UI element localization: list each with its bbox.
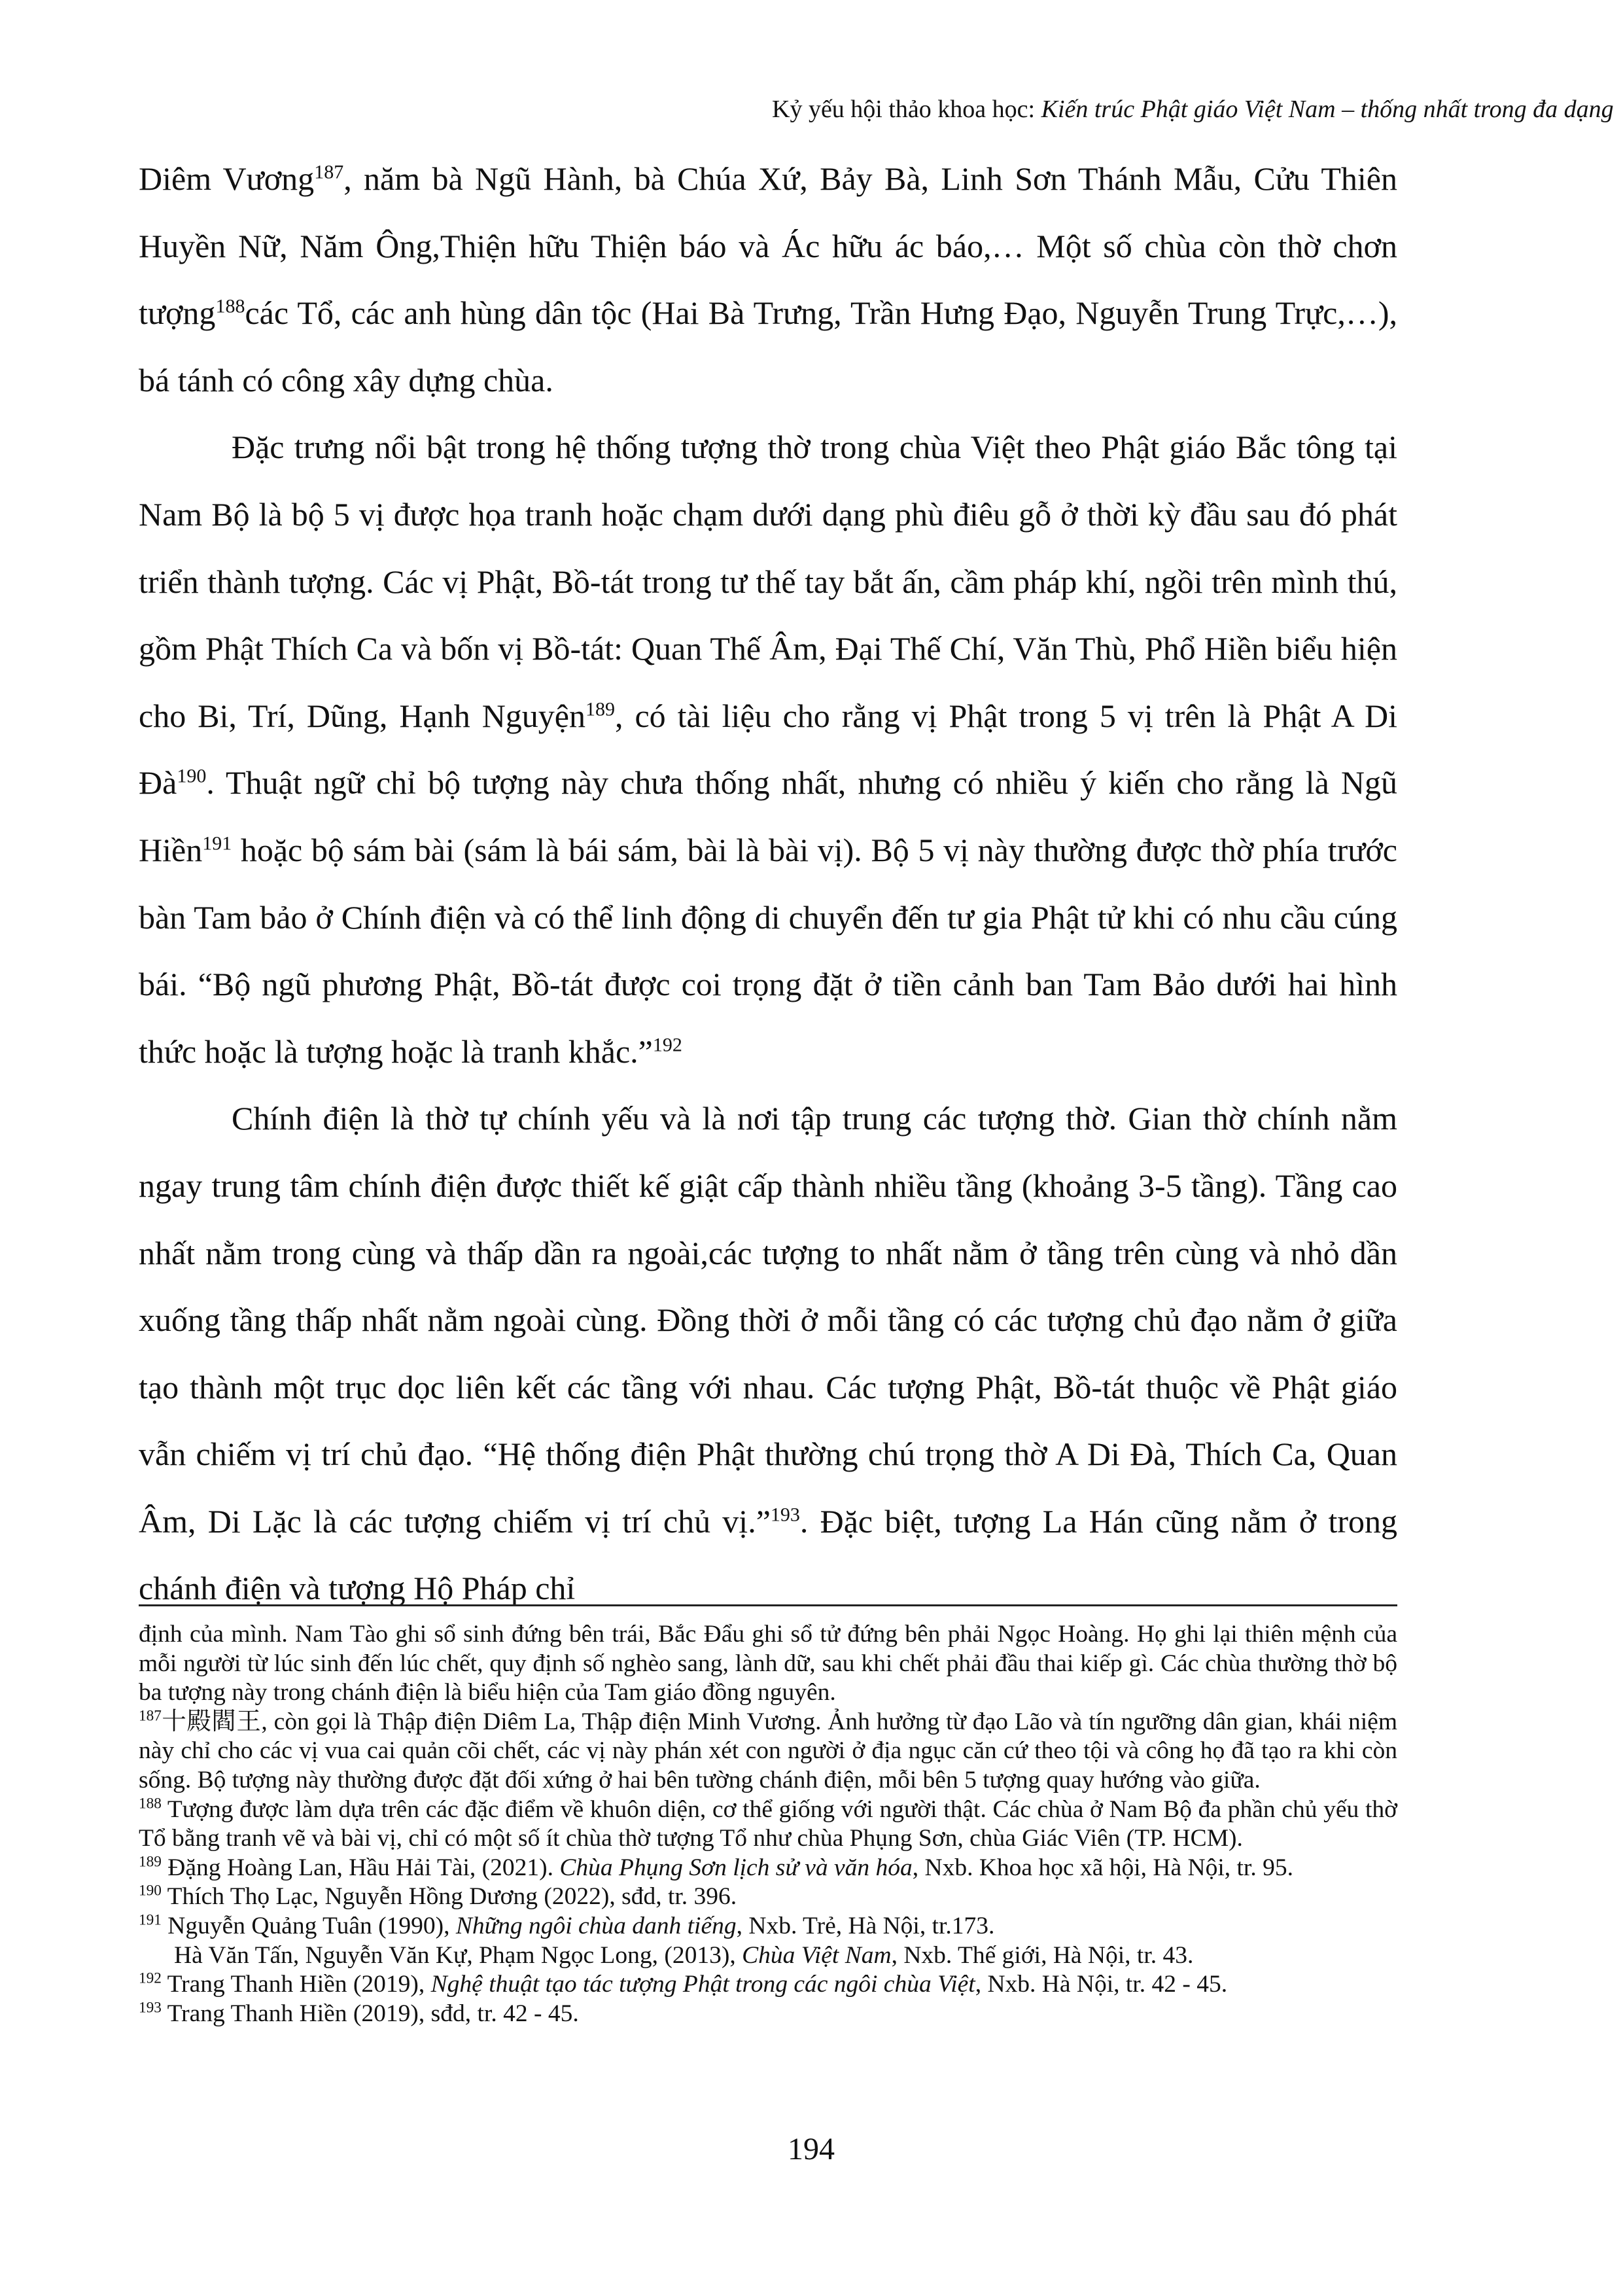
footnote-text: , Nxb. Hà Nội, tr. 42 - 45.	[975, 1971, 1228, 1998]
text-run: . Thuật ngữ chỉ bộ tượng này chưa thống nhất, nhưng có nhiều ý kiến cho rằng là Ngũ Hiền	[139, 764, 1397, 868]
footnote-text: , Nxb. Trẻ, Hà Nội, tr.173.	[736, 1912, 995, 1939]
footnote-ref-187[interactable]: 187	[314, 161, 344, 183]
footnote-191	[139, 1912, 1397, 1941]
footnote-text: Tượng được làm dựa trên các đặc điểm về khuôn diện, cơ thể giống với người thật. Các chùa ở Nam Bộ đa phần chủ yếu thờ Tổ bằng tranh vẽ và bài vị, chỉ có một số ít chùa thờ tượng Tổ như chùa Phụng Sơn, chùa Giác Viên (TP. HCM).	[139, 1795, 1397, 1852]
text-run: . Đặc biệt, tượng La Hán cũng nằm ở trong chánh điện và tượng Hộ Pháp chỉ	[139, 1502, 1397, 1607]
body-text	[139, 145, 1397, 1622]
footnote-book-title: Chùa Việt Nam	[742, 1941, 892, 1969]
running-header	[772, 93, 1614, 126]
text-run: , có tài liệu cho rằng vị Phật trong 5 vị trên là Phật A Di Đà	[139, 697, 1397, 802]
paragraph-3	[139, 1085, 1397, 1622]
footnote-text: Trang Thanh Hiền (2019),	[161, 1971, 431, 1998]
text-run: , năm bà Ngũ Hành, bà Chúa Xứ, Bảy Bà, Linh Sơn Thánh Mẫu, Cửu Thiên Huyền Nữ, Năm Ông,Thiện hữu Thiện báo và Ác hữu ác báo,… Một số chùa còn thờ chơn tượng	[139, 160, 1397, 332]
footnote-book-title: Những ngôi chùa danh tiếng	[455, 1912, 737, 1939]
footnote-ref-192[interactable]: 192	[652, 1034, 682, 1056]
footnote-ref-191[interactable]: 191	[202, 832, 232, 855]
footnote-ref-193[interactable]: 193	[770, 1504, 800, 1526]
footnote-number: 188	[139, 1795, 162, 1812]
footnote-text: Trang Thanh Hiền (2019), sđd, tr. 42 - 45.	[161, 2000, 579, 2027]
footnotes	[139, 1620, 1397, 2028]
footnote-text: Thích Thọ Lạc, Nguyễn Hồng Dương (2022), sđd, tr. 396.	[161, 1883, 737, 1911]
text-run: Chính điện là thờ tự chính yếu và là nơi tập trung các tượng thờ. Gian thờ chính nằm ngay trung tâm chính điện được thiết kế giật cấp thành nhiều tầng (khoảng 3-5 tầng). Tầng cao nhất nằm trong cùng và thấp dần ra ngoài,các tượng to nhất nằm ở tầng trên cùng và nhỏ dần xuống tầng thấp nhất nằm ngoài cùng. Đồng thời ở mỗi tầng có các tượng chủ đạo nằm ở giữa tạo thành một trục dọc liên kết các tầng với nhau. Các tượng Phật, Bồ-tát thuộc về Phật giáo vẫn chiếm vị trí chủ đạo. “Hệ thống điện Phật thường chú trọng thờ A Di Đà, Thích Ca, Quan Âm, Di Lặc là các tượng chiếm vị trí chủ vị.”	[139, 1100, 1397, 1540]
footnote-number: 189	[139, 1853, 162, 1871]
footnote-191-second-source	[139, 1941, 1397, 1971]
footnote-190	[139, 1882, 1397, 1912]
footnote-187	[139, 1708, 1397, 1795]
header-title: Kiến trúc Phật giáo Việt Nam – thống nhất trong đa dạng	[1041, 96, 1614, 123]
footnote-text: Nguyễn Quảng Tuân (1990),	[161, 1912, 456, 1939]
footnote-192	[139, 1970, 1397, 2000]
paragraph-2	[139, 414, 1397, 1085]
footnote-ref-188[interactable]: 188	[215, 295, 245, 317]
footnote-book-title: Chùa Phụng Sơn lịch sử và văn hóa	[559, 1854, 913, 1881]
footnote-ref-190[interactable]: 190	[177, 765, 207, 787]
footnote-number: 193	[139, 1999, 162, 2017]
page-number: 194	[788, 2132, 835, 2166]
footnote-text: Hà Văn Tấn, Nguyễn Văn Kự, Phạm Ngọc Long, (2013),	[174, 1941, 742, 1969]
footnote-193	[139, 2000, 1397, 2029]
footnote-number: 190	[139, 1882, 162, 1899]
footnote-number: 192	[139, 1969, 162, 1987]
text-run: hoặc bộ sám bài (sám là bái sám, bài là bài vị). Bộ 5 vị này thường được thờ phía trước bàn Tam bảo ở Chính điện và có thể linh động di chuyển đến tư gia Phật tử khi có nhu cầu cúng bái. “Bộ ngũ phương Phật, Bồ-tát được coi trọng đặt ở tiền cảnh ban Tam Bảo dưới hai hình thức hoặc là tượng hoặc là tranh khắc.”	[139, 831, 1397, 1070]
footnote-divider	[139, 1604, 1397, 1606]
footnote-text: Đặng Hoàng Lan, Hầu Hải Tài, (2021).	[161, 1854, 560, 1881]
paragraph-1	[139, 145, 1397, 414]
header-prefix: Kỷ yếu hội thảo khoa học:	[772, 96, 1041, 123]
text-run: các Tổ, các anh hùng dân tộc (Hai Bà Trưng, Trần Hưng Đạo, Nguyễn Trung Trực,…), bá tánh có công xây dựng chùa.	[139, 294, 1397, 398]
footnote-text: , Nxb. Khoa học xã hội, Hà Nội, tr. 95.	[912, 1854, 1293, 1881]
footnote-188	[139, 1795, 1397, 1854]
footnote-number: 187	[139, 1707, 162, 1725]
footnote-number: 191	[139, 1911, 162, 1929]
footnote-ref-189[interactable]: 189	[585, 698, 615, 720]
footnote-text: 十殿閻王, còn gọi là Thập điện Diêm La, Thập điện Minh Vương. Ảnh hưởng từ đạo Lão và tín ngưỡng dân gian, khái niệm này chỉ cho các vị vua cai quản cõi chết, các vị này phán xét con người ở địa ngục căn cứ theo tội và công họ đã tạo ra khi còn sống. Bộ tượng này thường được đặt đối xứng ở hai bên tường chánh điện, mỗi bên 5 tượng quay hướng vào giữa.	[139, 1708, 1397, 1793]
text-run: Diêm Vương	[139, 160, 315, 197]
footnote-continuation: định của mình. Nam Tào ghi sổ sinh đứng bên trái, Bắc Đẩu ghi sổ tử đứng bên phải Ngọc Hoàng. Họ ghi lại thiên mệnh của mỗi người từ lúc sinh đến lúc chết, quy định số nghèo sang, lành dữ, sau khi chết phải đầu thai kiếp gì. Các chùa thường thờ bộ ba tượng này trong chánh điện là biểu hiện của Tam giáo đồng nguyên.	[139, 1621, 1397, 1706]
footnote-text: , Nxb. Thế giới, Hà Nội, tr. 43.	[891, 1941, 1194, 1969]
footnote-189	[139, 1854, 1397, 1883]
text-run: Đặc trưng nổi bật trong hệ thống tượng thờ trong chùa Việt theo Phật giáo Bắc tông tại Nam Bộ là bộ 5 vị được họa tranh hoặc chạm dưới dạng phù điêu gỗ ở thời kỳ đầu sau đó phát triển thành tượng. Các vị Phật, Bồ-tát trong tư thế tay bắt ấn, cầm pháp khí, ngồi trên mình thú, gồm Phật Thích Ca và bốn vị Bồ-tát: Quan Thế Âm, Đại Thế Chí, Văn Thù, Phổ Hiền biểu hiện cho Bi, Trí, Dũng, Hạnh Nguyện	[139, 429, 1397, 734]
footnote-book-title: Nghệ thuật tạo tác tượng Phật trong các ngôi chùa Việt	[430, 1971, 975, 1998]
